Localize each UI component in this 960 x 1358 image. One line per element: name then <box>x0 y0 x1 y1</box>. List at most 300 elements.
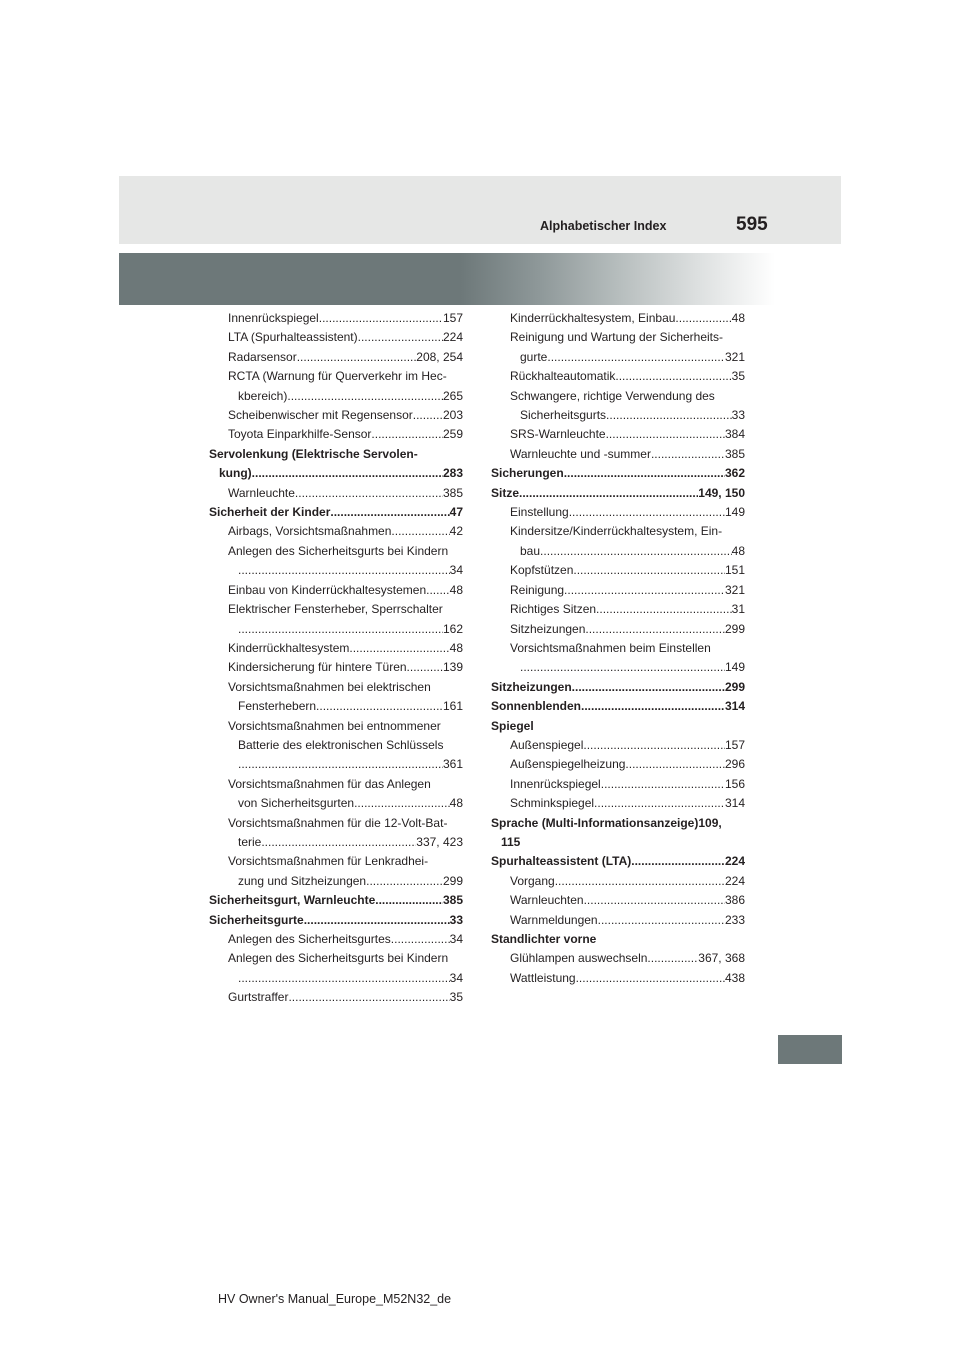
index-entry-term: Vorsichtsmaßnahmen für Lenkradhei- <box>228 854 429 869</box>
index-page-reference: 162 <box>442 621 463 636</box>
index-dot-leader <box>606 406 732 425</box>
index-entry-line <box>228 814 463 833</box>
index-dot-leader <box>316 697 443 716</box>
index-entry-sub <box>491 794 745 813</box>
index-entry-term: Sicherungen <box>491 466 564 481</box>
index-entry-sub <box>491 367 745 386</box>
index-page-reference: 296 <box>724 757 745 772</box>
index-entry-line <box>228 328 463 347</box>
index-entry-sub <box>209 658 463 677</box>
index-page-reference: 299 <box>442 873 463 888</box>
index-entry-term: Schminkspiegel <box>510 796 595 811</box>
index-entry-line <box>228 736 463 755</box>
index-entry-line <box>510 387 745 406</box>
index-entry-line <box>228 833 463 852</box>
index-entry-line <box>491 930 745 949</box>
index-entry-term: Schwangere, richtige Verwendung des <box>510 388 715 403</box>
index-entry-sub <box>491 911 745 930</box>
index-entry-term: Sicherheitsgurt, Warnleuchte <box>209 893 376 908</box>
index-entry-line <box>510 872 745 891</box>
header-band <box>119 176 841 244</box>
index-entry-sub <box>209 852 463 891</box>
index-entry-sub <box>209 639 463 658</box>
index-entry-term: Richtiges Sitzen <box>510 602 597 617</box>
index-dot-leader <box>295 484 443 503</box>
index-page-reference: 337, 423 <box>416 834 463 849</box>
index-entry-sub <box>491 328 745 367</box>
index-entry-term: Warnleuchte und -summer <box>510 446 651 461</box>
index-dot-leader <box>238 755 443 774</box>
index-entry-line <box>510 911 745 930</box>
index-page-reference: 299 <box>724 679 745 694</box>
index-entry-line <box>491 833 745 852</box>
index-entry-term: Servolenkung (Elektrische Servolen- <box>209 446 418 461</box>
index-entry-sub <box>491 503 745 522</box>
index-entry-sub <box>491 581 745 600</box>
index-dot-leader <box>651 445 725 464</box>
index-entry-line <box>228 484 463 503</box>
index-entry-line <box>510 794 745 813</box>
page-number: 595 <box>736 214 768 235</box>
index-dot-leader <box>547 348 725 367</box>
index-entry-sub <box>209 309 463 328</box>
index-entry-term: Kindersitze/Kinderrückhaltesystem, Ein- <box>510 524 723 539</box>
index-entry-term: Sicherheitsgurts <box>520 408 607 423</box>
index-entry-line <box>228 658 463 677</box>
index-entry-main <box>491 852 745 871</box>
index-page-reference: 161 <box>442 699 463 714</box>
index-entry-line <box>228 717 463 736</box>
index-entry-line <box>510 309 745 328</box>
index-entry-sub <box>209 775 463 814</box>
index-dot-leader <box>287 387 443 406</box>
index-entry-term: Glühlampen auswechseln <box>510 951 648 966</box>
index-page-reference: 34 <box>449 563 463 578</box>
index-page-reference: 224 <box>724 854 745 869</box>
index-dot-leader <box>601 775 725 794</box>
index-page-reference: 48 <box>449 640 463 655</box>
index-entry-sub <box>209 348 463 367</box>
index-dot-leader <box>606 425 725 444</box>
index-column-right <box>491 309 745 988</box>
index-dot-leader <box>583 736 725 755</box>
index-entry-line <box>228 930 463 949</box>
index-entry-term: Vorsichtsmaßnahmen bei entnommener <box>228 718 441 733</box>
index-dot-leader <box>426 581 450 600</box>
index-entry-term: Einbau von Kinderrückhaltesystemen <box>228 582 427 597</box>
index-entry-term: Kindersicherung für hintere Türen <box>228 660 407 675</box>
index-dot-leader <box>540 542 732 561</box>
index-entry-sub <box>209 814 463 853</box>
index-dot-leader <box>569 503 725 522</box>
index-page-reference: 385 <box>442 893 463 908</box>
index-entry-main <box>491 484 745 503</box>
index-dot-leader <box>238 969 450 988</box>
index-entry-main <box>491 697 745 716</box>
index-entry-term: Elektrischer Fensterheber, Sperrschalter <box>228 602 443 617</box>
index-entry-term: Kinderrückhaltesystem <box>228 640 350 655</box>
index-page-reference: 233 <box>724 912 745 927</box>
index-entry-term: Sonnenblenden <box>491 699 581 714</box>
index-page-reference: 31 <box>731 602 745 617</box>
index-entry-term: Sitzheizungen <box>491 679 572 694</box>
index-page-reference: 321 <box>724 582 745 597</box>
index-entry-sub <box>209 678 463 717</box>
index-entry-line <box>491 814 745 833</box>
index-dot-leader <box>594 794 725 813</box>
index-entry-line <box>228 522 463 541</box>
index-entry-line <box>228 348 463 367</box>
index-entry-sub <box>209 367 463 406</box>
index-entry-term: Spiegel <box>491 718 534 733</box>
index-entry-line <box>491 464 745 483</box>
index-page-reference: 35 <box>449 990 463 1005</box>
index-entry-line <box>228 639 463 658</box>
index-entry-sub <box>491 561 745 580</box>
index-entry-line <box>228 852 463 871</box>
index-entry-line <box>510 600 745 619</box>
index-entry-sub <box>491 949 745 968</box>
index-dot-leader <box>407 658 443 677</box>
index-entry-term: Radarsensor <box>228 349 297 364</box>
index-page-reference: 48 <box>449 796 463 811</box>
index-dot-leader <box>572 678 725 697</box>
index-entry-term: Fensterhebern <box>238 699 317 714</box>
index-entry-line <box>491 678 745 697</box>
index-entry-term: Sicherheit der Kinder <box>209 505 331 520</box>
index-entry-term: Vorsichtsmaßnahmen beim Einstellen <box>510 640 711 655</box>
index-entry-term: Airbags, Vorsichtsmaßnahmen <box>228 524 392 539</box>
index-entry-line <box>228 581 463 600</box>
index-page-reference: 314 <box>724 699 745 714</box>
index-dot-leader <box>413 406 443 425</box>
index-page-reference: 48 <box>731 543 745 558</box>
index-entry-line <box>228 872 463 891</box>
index-entry-sub <box>209 425 463 444</box>
header-gradient-bar <box>119 253 775 305</box>
index-entry-sub <box>209 717 463 775</box>
index-entry-line <box>510 425 745 444</box>
index-entry-term: Wattleistung <box>510 970 576 985</box>
index-dot-leader <box>297 348 417 367</box>
index-page-reference: 47 <box>449 505 463 520</box>
index-entry-line <box>228 775 463 794</box>
index-dot-leader <box>304 911 450 930</box>
index-entry-term: RCTA (Warnung für Querverkehr im Hec- <box>228 369 447 384</box>
index-entry-line <box>510 949 745 968</box>
index-dot-leader <box>375 891 443 910</box>
index-entry-term: Rückhalteautomatik <box>510 369 616 384</box>
index-entry-line <box>228 542 463 561</box>
index-entry-term: Einstellung <box>510 505 569 520</box>
index-entry-term: Spurhalteassistent (LTA) <box>491 854 632 869</box>
index-page-reference: 385 <box>442 485 463 500</box>
index-entry-line <box>228 387 463 406</box>
index-dot-leader <box>319 309 443 328</box>
index-entry-term: Reinigung <box>510 582 565 597</box>
index-entry-line <box>228 949 463 968</box>
index-dot-leader <box>598 911 725 930</box>
index-page-reference: 362 <box>724 466 745 481</box>
index-entry-sub <box>491 872 745 891</box>
index-page-reference: 259 <box>442 427 463 442</box>
index-page-reference: 283 <box>442 466 463 481</box>
index-entry-term: Sprache (Multi-Informationsanzeige)109, <box>491 815 722 830</box>
index-entry-sub <box>491 309 745 328</box>
index-dot-leader <box>573 561 725 580</box>
index-entry-sub <box>209 988 463 1007</box>
index-page-reference: 367, 368 <box>698 951 745 966</box>
index-entry-line <box>510 522 745 541</box>
index-entry-line <box>228 755 463 774</box>
index-entry-line <box>491 852 745 871</box>
index-entry-sub <box>491 736 745 755</box>
index-dot-leader <box>576 969 725 988</box>
index-entry-term: Anlegen des Sicherheitsgurts bei Kindern <box>228 951 449 966</box>
index-entry-line <box>228 561 463 580</box>
index-entry-line <box>510 561 745 580</box>
index-page-reference: 361 <box>442 757 463 772</box>
index-entry-line <box>510 639 745 658</box>
index-dot-leader <box>371 425 443 444</box>
index-entry-line <box>228 678 463 697</box>
index-dot-leader <box>615 367 731 386</box>
index-entry-term: Außenspiegelheizung <box>510 757 626 772</box>
index-page-reference: 314 <box>724 796 745 811</box>
index-dot-leader <box>555 872 725 891</box>
index-dot-leader <box>520 658 725 677</box>
index-page-reference: 156 <box>724 776 745 791</box>
index-entry-sub <box>491 775 745 794</box>
index-dot-leader <box>631 852 725 871</box>
index-entry-line <box>491 717 745 736</box>
index-entry-term: LTA (Spurhalteassistent) <box>228 330 358 345</box>
index-entry-term: Vorgang <box>510 873 555 888</box>
index-entry-line <box>228 620 463 639</box>
index-dot-leader <box>238 561 450 580</box>
index-entry-line <box>510 736 745 755</box>
index-entry-sub <box>209 484 463 503</box>
index-page-reference: 48 <box>731 311 745 325</box>
index-entry-line <box>510 969 745 988</box>
index-entry-sub <box>209 600 463 639</box>
index-page-reference: 48 <box>449 582 463 597</box>
index-entry-line <box>491 697 745 716</box>
index-entry-term: Warnleuchte <box>228 485 295 500</box>
index-page-reference: 149, 150 <box>698 485 745 500</box>
index-dot-leader <box>261 833 416 852</box>
index-page-reference: 299 <box>724 621 745 636</box>
index-page-reference: 42 <box>449 524 463 539</box>
index-entry-term: Vorsichtsmaßnahmen bei elektrischen <box>228 679 431 694</box>
index-entry-sub <box>209 542 463 581</box>
index-dot-leader <box>358 328 443 347</box>
index-page-reference: 224 <box>442 330 463 345</box>
index-entry-term: Reinigung und Wartung der Sicherheits- <box>510 330 724 345</box>
index-entry-term: Vorsichtsmaßnahmen für die 12-Volt-Bat- <box>228 815 448 830</box>
index-page-reference: 35 <box>731 369 745 384</box>
index-dot-leader <box>625 755 725 774</box>
index-entry-main <box>209 503 463 522</box>
index-entry-term: Außenspiegel <box>510 737 584 752</box>
index-entry-term: Kinderrückhaltesystem, Einbau <box>510 311 676 325</box>
index-dot-leader <box>581 697 725 716</box>
index-entry-line <box>228 697 463 716</box>
index-dot-leader <box>366 872 443 891</box>
footer-document-id: HV Owner's Manual_Europe_M52N32_de <box>218 1292 452 1306</box>
index-entry-term: Sitzheizungen <box>510 621 586 636</box>
index-dot-leader <box>238 620 443 639</box>
index-entry-term: Warnmeldungen <box>510 912 598 927</box>
index-entry-line <box>228 988 463 1007</box>
index-entry-line <box>510 348 745 367</box>
index-dot-leader <box>354 794 450 813</box>
index-dot-leader <box>596 600 732 619</box>
index-entry-term: von Sicherheitsgurten <box>238 796 355 811</box>
index-dot-leader <box>564 581 725 600</box>
index-entry-line <box>209 503 463 522</box>
index-entry-sub <box>209 949 463 988</box>
index-entry-main <box>491 814 745 853</box>
index-entry-term: Batterie des elektronischen Schlüssels <box>238 737 444 752</box>
index-entry-term: Gurtstraffer <box>228 990 289 1005</box>
index-dot-leader <box>564 464 725 483</box>
index-entry-sub <box>209 406 463 425</box>
index-entry-line <box>228 406 463 425</box>
index-entry-sub <box>491 620 745 639</box>
index-entry-sub <box>491 425 745 444</box>
index-entry-term: terie <box>238 834 262 849</box>
index-entry-term: Innenrückspiegel <box>510 776 601 791</box>
index-entry-main <box>491 464 745 483</box>
index-entry-line <box>510 328 745 347</box>
index-entry-line <box>209 464 463 483</box>
index-entry-term: Anlegen des Sicherheitsgurts bei Kindern <box>228 543 449 558</box>
index-dot-leader <box>585 620 725 639</box>
index-entry-main <box>209 911 463 930</box>
index-entry-line <box>510 658 745 677</box>
index-entry-sub <box>209 522 463 541</box>
index-dot-leader <box>519 484 698 503</box>
index-entry-sub <box>209 930 463 949</box>
index-entry-line <box>510 891 745 910</box>
index-entry-line <box>491 484 745 503</box>
index-entry-sub <box>491 969 745 988</box>
index-entry-term: Standlichter vorne <box>491 932 597 946</box>
index-entry-term: Toyota Einparkhilfe-Sensor <box>228 427 372 442</box>
index-entry-term: Anlegen des Sicherheitsgurtes <box>228 932 391 946</box>
index-entry-line <box>209 911 463 930</box>
index-dot-leader <box>252 464 443 483</box>
index-entry-line <box>510 581 745 600</box>
index-page-reference: 203 <box>442 408 463 423</box>
index-page-reference: 157 <box>724 737 745 752</box>
index-entry-term: Warnleuchten <box>510 893 584 908</box>
index-dot-leader <box>391 522 449 541</box>
index-entry-line <box>209 891 463 910</box>
index-page-reference: 208, 254 <box>416 349 463 364</box>
index-column-left <box>209 309 463 1008</box>
index-page-reference: 386 <box>724 893 745 908</box>
index-entry-sub <box>491 755 745 774</box>
index-page-reference: 34 <box>449 932 463 946</box>
index-entry-line <box>510 755 745 774</box>
index-entry-line <box>228 425 463 444</box>
index-page-reference: 157 <box>442 311 463 325</box>
section-thumb-tab <box>778 1035 842 1064</box>
index-entry-sub <box>491 600 745 619</box>
index-page-reference: 265 <box>442 388 463 403</box>
index-page-reference: 384 <box>724 427 745 442</box>
index-page-reference: 149 <box>724 505 745 520</box>
index-page-reference: 385 <box>724 446 745 461</box>
index-entry-line <box>228 969 463 988</box>
section-title: Alphabetischer Index <box>540 219 667 233</box>
index-dot-leader <box>675 309 731 328</box>
index-entry-term: SRS-Warnleuchte <box>510 427 606 442</box>
index-entry-term: Sicherheitsgurte <box>209 912 304 927</box>
index-dot-leader <box>288 988 449 1007</box>
index-entry-line <box>510 775 745 794</box>
index-page-reference: 149 <box>724 660 745 675</box>
index-page-reference: 438 <box>724 970 745 985</box>
index-page-reference: 33 <box>731 408 745 423</box>
index-entry-term: Innenrückspiegel <box>228 311 319 325</box>
index-entry-sub <box>491 639 745 678</box>
index-entry-sub <box>209 581 463 600</box>
index-entry-line <box>228 367 463 386</box>
index-entry-term: Scheibenwischer mit Regensensor <box>228 408 413 423</box>
index-entry-line <box>510 542 745 561</box>
index-entry-sub <box>491 891 745 910</box>
index-entry-term: Kopfstützen <box>510 563 574 578</box>
index-page-reference: 321 <box>724 349 745 364</box>
index-page-reference: 151 <box>724 563 745 578</box>
index-page-reference: 34 <box>449 970 463 985</box>
index-entry-line <box>510 620 745 639</box>
index-entry-line <box>228 309 463 328</box>
index-entry-term: Vorsichtsmaßnahmen für das Anlegen <box>228 776 431 791</box>
index-dot-leader <box>349 639 449 658</box>
index-entry-line <box>209 445 463 464</box>
index-entry-term: gurte <box>520 349 548 364</box>
index-entry-main <box>491 717 745 736</box>
index-entry-main <box>491 678 745 697</box>
index-page-reference: 33 <box>449 912 463 927</box>
index-entry-term: Sitze <box>491 485 520 500</box>
index-entry-sub <box>491 522 745 561</box>
index-dot-leader <box>647 949 698 968</box>
index-page-reference: 224 <box>724 873 745 888</box>
index-entry-sub <box>209 328 463 347</box>
index-entry-term: kung) <box>219 466 252 481</box>
index-dot-leader <box>391 930 450 949</box>
index-entry-term: bau <box>520 543 541 558</box>
index-entry-term: 115 <box>501 834 521 849</box>
index-entry-line <box>510 406 745 425</box>
index-entry-main <box>209 891 463 910</box>
index-entry-line <box>510 445 745 464</box>
index-entry-line <box>510 503 745 522</box>
index-dot-leader <box>584 891 725 910</box>
index-entry-sub <box>491 387 745 426</box>
index-entry-sub <box>491 445 745 464</box>
index-entry-main <box>491 930 745 949</box>
index-page-reference: 139 <box>442 660 463 675</box>
index-dot-leader <box>330 503 449 522</box>
index-entry-term: kbereich) <box>238 388 288 403</box>
index-entry-main <box>209 445 463 484</box>
